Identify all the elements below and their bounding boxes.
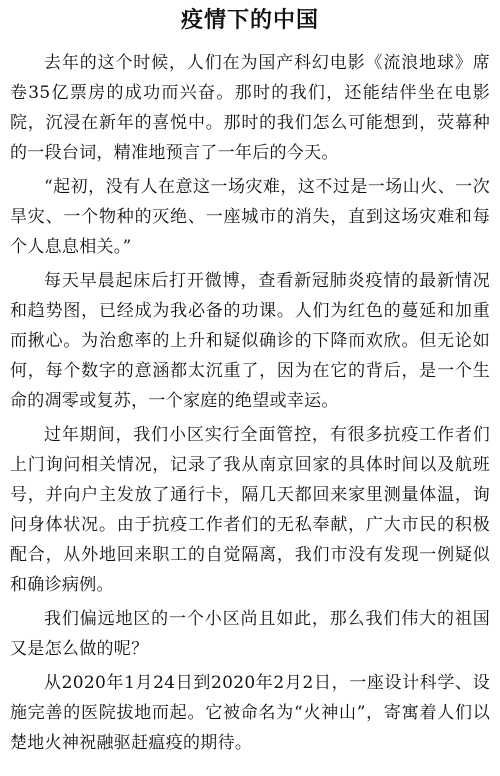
paragraph-4: 过年期间，我们小区实行全面管控，有很多抗疫工作者们上门询问相关情况，记录了我从南京回家的具体时间以及航班号，并向户主发放了通行卡，隔几天都回来家里测量体温，询问身体状况。由于抗疫工作者们的无私奉献，广大市民的积极配合，从外地回来职工的自觉隔离，我们市没有发现一例疑似和确诊病例。 <box>10 425 490 595</box>
paragraph-2: “起初，没有人在意这一场灾难，这不过是一场山火、一次旱灾、一个物种的灭绝、一座城市的消失，直到这场灾难和每个人息息相关。” <box>10 177 490 257</box>
paragraph-6: 从2020年1月24日到2020年2月2日，一座设计科学、设施完善的医院拔地而起。它被命名为“火神山”，寄寓着人们以楚地火神祝融驱赶瘟疫的期待。 <box>10 673 490 753</box>
paragraph-3: 每天早晨起床后打开微博，查看新冠肺炎疫情的最新情况和趋势图，已经成为我必备的功课。人们为红色的蔓延和加重而揪心。为治愈率的上升和疑似确诊的下降而欢欣。但无论如何，每个数字的意涵都太沉重了，因为在它的背后，是一个生命的凋零或复苏，一个家庭的绝望或幸运。 <box>10 271 490 411</box>
document-title: 疫情下的中国 <box>180 8 319 33</box>
paragraph-1: 去年的这个时候，人们在为国产科幻电影《流浪地球》席卷35亿票房的成功而兴奋。那时的我们，还能结伴坐在电影院，沉浸在新年的喜悦中。那时的我们怎么可能想到，荧幕种的一段台词，精准地预言了一年后的今天。 <box>10 53 490 163</box>
paragraph-5: 我们偏远地区的一个小区尚且如此，那么我们伟大的祖国又是怎么做的呢？ <box>10 609 490 659</box>
